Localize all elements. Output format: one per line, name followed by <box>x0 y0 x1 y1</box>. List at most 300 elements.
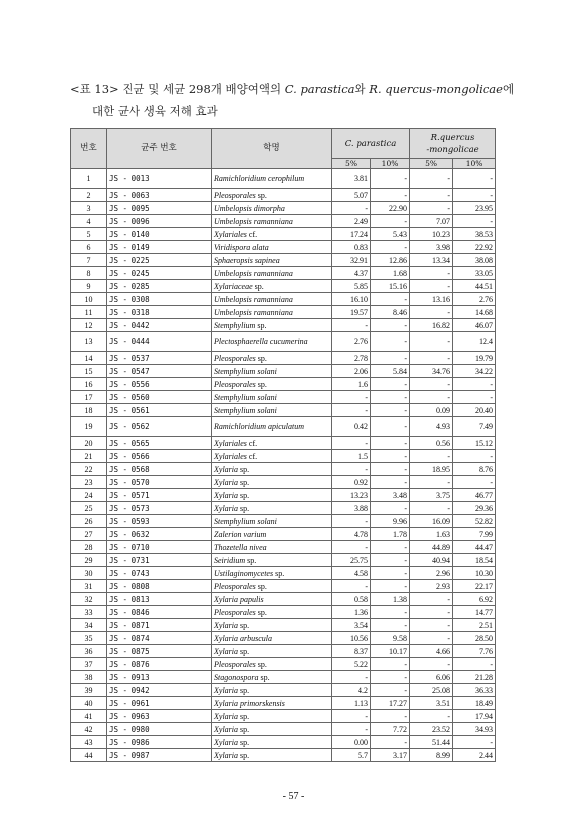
table-row <box>71 378 496 391</box>
strain-id: JS - 0632 <box>107 528 212 541</box>
scientific-name <box>212 515 332 528</box>
rq-5-value: 25.08 <box>410 684 453 697</box>
epithet: sp. <box>240 711 250 721</box>
rq-5-value: - <box>410 391 453 404</box>
rq-10-value: 22.92 <box>453 241 496 254</box>
cp-10-value: - <box>371 169 410 189</box>
row-number: 26 <box>71 515 107 528</box>
table-row <box>71 352 496 365</box>
table-row <box>71 293 496 306</box>
strain-id: JS - 0573 <box>107 502 212 515</box>
rq-10-value: 10.30 <box>453 567 496 580</box>
genus-species: Zalerion varium <box>214 529 267 539</box>
rq-10-value: 19.79 <box>453 352 496 365</box>
cp-10-value: - <box>371 567 410 580</box>
cp-5-value: 1.5 <box>332 450 371 463</box>
strain-id: JS - 0537 <box>107 352 212 365</box>
rq-10-value: 29.36 <box>453 502 496 515</box>
scientific-name <box>212 502 332 515</box>
row-number: 43 <box>71 736 107 749</box>
genus-species: Xylaria <box>214 477 238 487</box>
rq-10-value: 44.47 <box>453 541 496 554</box>
genus-species: Stemphylium solani <box>214 366 277 376</box>
genus-species: Ustilaginomycetes <box>214 568 274 578</box>
cp-5-value: - <box>332 710 371 723</box>
scientific-name <box>212 352 332 365</box>
scientific-name <box>212 697 332 710</box>
scientific-name <box>212 215 332 228</box>
rq-10-value: - <box>453 378 496 391</box>
cp-5-value: 5.07 <box>332 189 371 202</box>
rq-5-value: 16.09 <box>410 515 453 528</box>
cp-10-value: - <box>371 391 410 404</box>
rq-10-value: 7.76 <box>453 645 496 658</box>
rq-5-value: 44.89 <box>410 541 453 554</box>
scientific-name <box>212 202 332 215</box>
row-number: 24 <box>71 489 107 502</box>
table-row <box>71 710 496 723</box>
cp-5-value: 2.78 <box>332 352 371 365</box>
row-number: 12 <box>71 319 107 332</box>
cp-10-value: 3.48 <box>371 489 410 502</box>
table-row <box>71 463 496 476</box>
header-r-quercus-line2: -mongolicae <box>426 144 479 155</box>
genus-species: Xylaria <box>214 490 238 500</box>
genus-species: Pleosporales <box>214 607 256 617</box>
rq-10-value: 44.51 <box>453 280 496 293</box>
cp-10-value: - <box>371 215 410 228</box>
rq-10-value: 6.92 <box>453 593 496 606</box>
cp-10-value: 9.96 <box>371 515 410 528</box>
epithet: sp. <box>257 659 267 669</box>
row-number: 35 <box>71 632 107 645</box>
scientific-name <box>212 580 332 593</box>
cp-5-value: 25.75 <box>332 554 371 567</box>
rq-5-value: - <box>410 280 453 293</box>
epithet: sp. <box>260 672 270 682</box>
rq-10-value: 46.77 <box>453 489 496 502</box>
cp-5-value: 13.23 <box>332 489 371 502</box>
rq-5-value: - <box>410 189 453 202</box>
scientific-name <box>212 671 332 684</box>
strain-id: JS - 0149 <box>107 241 212 254</box>
cp-5-value: - <box>332 723 371 736</box>
strain-id: JS - 0013 <box>107 169 212 189</box>
epithet: cf. <box>248 438 258 448</box>
scientific-name <box>212 437 332 450</box>
row-number: 7 <box>71 254 107 267</box>
cp-10-value: - <box>371 684 410 697</box>
table-row <box>71 515 496 528</box>
row-number: 22 <box>71 463 107 476</box>
header-no: 번호 <box>71 129 107 169</box>
genus-species: Stemphylium solani <box>214 405 277 415</box>
rq-10-value: 15.12 <box>453 437 496 450</box>
genus-species: Umbelopsis ramanniana <box>214 307 293 317</box>
genus-species: Xylariaceae <box>214 281 253 291</box>
cp-10-value: 7.72 <box>371 723 410 736</box>
scientific-name <box>212 391 332 404</box>
strain-id: JS - 0095 <box>107 202 212 215</box>
row-number: 29 <box>71 554 107 567</box>
rq-5-value: 2.93 <box>410 580 453 593</box>
table-row <box>71 632 496 645</box>
cp-5-value: - <box>332 515 371 528</box>
row-number: 17 <box>71 391 107 404</box>
strain-id: JS - 0987 <box>107 749 212 762</box>
epithet: sp. <box>240 477 250 487</box>
table-row <box>71 202 496 215</box>
strain-id: JS - 0225 <box>107 254 212 267</box>
cp-10-value: 1.78 <box>371 528 410 541</box>
rq-5-value: 16.82 <box>410 319 453 332</box>
row-number: 39 <box>71 684 107 697</box>
strain-id: JS - 0731 <box>107 554 212 567</box>
cp-10-value: - <box>371 606 410 619</box>
cp-10-value: - <box>371 736 410 749</box>
scientific-name <box>212 723 332 736</box>
strain-id: JS - 0063 <box>107 189 212 202</box>
cp-5-value: 10.56 <box>332 632 371 645</box>
header-rq-10: 10% <box>453 159 496 169</box>
table-row <box>71 365 496 378</box>
rq-10-value: 2.44 <box>453 749 496 762</box>
table-body <box>71 169 496 762</box>
epithet: sp. <box>257 353 267 363</box>
rq-5-value: - <box>410 332 453 352</box>
cp-5-value: 3.54 <box>332 619 371 632</box>
rq-5-value: 8.99 <box>410 749 453 762</box>
strain-id: JS - 0961 <box>107 697 212 710</box>
rq-10-value: 20.40 <box>453 404 496 417</box>
cp-5-value: 4.78 <box>332 528 371 541</box>
strain-id: JS - 0568 <box>107 463 212 476</box>
cp-5-value: 19.57 <box>332 306 371 319</box>
rq-10-value: 14.77 <box>453 606 496 619</box>
rq-10-value: 8.76 <box>453 463 496 476</box>
rq-10-value: 22.17 <box>453 580 496 593</box>
rq-10-value: 21.28 <box>453 671 496 684</box>
genus-species: Stemphylium <box>214 320 256 330</box>
genus-species: Xylaria <box>214 724 238 734</box>
genus-species: Stemphylium solani <box>214 516 277 526</box>
strain-id: JS - 0743 <box>107 567 212 580</box>
scientific-name <box>212 228 332 241</box>
rq-10-value: 38.53 <box>453 228 496 241</box>
header-r-quercus-line1: R.quercus <box>430 132 475 143</box>
rq-5-value: - <box>410 306 453 319</box>
scientific-name <box>212 241 332 254</box>
row-number: 30 <box>71 567 107 580</box>
genus-species: Xylariales <box>214 451 247 461</box>
rq-5-value: - <box>410 619 453 632</box>
cp-10-value: - <box>371 241 410 254</box>
row-number: 15 <box>71 365 107 378</box>
row-number: 3 <box>71 202 107 215</box>
row-number: 10 <box>71 293 107 306</box>
scientific-name <box>212 463 332 476</box>
genus-species: Xylaria <box>214 685 238 695</box>
rq-5-value: - <box>410 606 453 619</box>
rq-10-value: 7.99 <box>453 528 496 541</box>
strain-id: JS - 0442 <box>107 319 212 332</box>
strain-id: JS - 0710 <box>107 541 212 554</box>
table-row <box>71 280 496 293</box>
genus-species: Thozetella nivea <box>214 542 267 552</box>
scientific-name <box>212 736 332 749</box>
strain-id: JS - 0875 <box>107 645 212 658</box>
strain-id: JS - 0565 <box>107 437 212 450</box>
cp-10-value: - <box>371 502 410 515</box>
header-c-parastica: C. parastica <box>332 129 410 159</box>
scientific-name <box>212 378 332 391</box>
table-row <box>71 404 496 417</box>
scientific-name <box>212 293 332 306</box>
strain-id: JS - 0874 <box>107 632 212 645</box>
rq-10-value: - <box>453 189 496 202</box>
cp-10-value: - <box>371 619 410 632</box>
cp-10-value: - <box>371 541 410 554</box>
scientific-name <box>212 280 332 293</box>
rq-5-value: 3.75 <box>410 489 453 502</box>
cp-5-value: 2.06 <box>332 365 371 378</box>
strain-id: JS - 0562 <box>107 417 212 437</box>
table-row <box>71 606 496 619</box>
row-number: 36 <box>71 645 107 658</box>
cp-10-value: 15.16 <box>371 280 410 293</box>
table-row <box>71 502 496 515</box>
rq-10-value: 46.07 <box>453 319 496 332</box>
epithet: sp. <box>240 724 250 734</box>
table-row <box>71 749 496 762</box>
rq-10-value: 14.68 <box>453 306 496 319</box>
strain-id: JS - 0571 <box>107 489 212 502</box>
table-row <box>71 580 496 593</box>
genus-species: Ramichloridium apiculatum <box>214 421 304 431</box>
strain-id: JS - 0560 <box>107 391 212 404</box>
table-row <box>71 319 496 332</box>
cp-10-value: - <box>371 554 410 567</box>
table-row <box>71 215 496 228</box>
table-row <box>71 528 496 541</box>
cp-10-value: 1.38 <box>371 593 410 606</box>
scientific-name <box>212 684 332 697</box>
rq-5-value: 13.16 <box>410 293 453 306</box>
rq-5-value: 0.56 <box>410 437 453 450</box>
rq-5-value: 6.06 <box>410 671 453 684</box>
cp-5-value: - <box>332 202 371 215</box>
row-number: 41 <box>71 710 107 723</box>
table-row <box>71 645 496 658</box>
table-row <box>71 476 496 489</box>
cp-5-value: 2.49 <box>332 215 371 228</box>
genus-species: Ramichloridium cerophilum <box>214 173 305 183</box>
strain-id: JS - 0570 <box>107 476 212 489</box>
cp-5-value: 1.36 <box>332 606 371 619</box>
epithet: sp. <box>254 281 264 291</box>
rq-10-value: - <box>453 391 496 404</box>
table-row <box>71 593 496 606</box>
caption-text-3: 에 <box>502 82 515 96</box>
scientific-name <box>212 267 332 280</box>
cp-5-value: 16.10 <box>332 293 371 306</box>
row-number: 13 <box>71 332 107 352</box>
strain-id: JS - 0566 <box>107 450 212 463</box>
rq-10-value: 28.50 <box>453 632 496 645</box>
genus-species: Xylaria <box>214 750 238 760</box>
row-number: 32 <box>71 593 107 606</box>
strain-id: JS - 0942 <box>107 684 212 697</box>
epithet: sp. <box>240 685 250 695</box>
strain-id: JS - 0980 <box>107 723 212 736</box>
cp-5-value: 0.00 <box>332 736 371 749</box>
rq-10-value: 38.08 <box>453 254 496 267</box>
scientific-name <box>212 606 332 619</box>
strain-id: JS - 0808 <box>107 580 212 593</box>
rq-10-value: 18.49 <box>453 697 496 710</box>
rq-5-value: 3.98 <box>410 241 453 254</box>
rq-5-value: 2.96 <box>410 567 453 580</box>
strain-id: JS - 0096 <box>107 215 212 228</box>
table-row <box>71 567 496 580</box>
cp-10-value: - <box>371 319 410 332</box>
cp-10-value: - <box>371 450 410 463</box>
genus-species: Xylaria arbuscula <box>214 633 272 643</box>
row-number: 42 <box>71 723 107 736</box>
rq-10-value: - <box>453 736 496 749</box>
table-row <box>71 228 496 241</box>
scientific-name <box>212 541 332 554</box>
genus-species: Pleosporales <box>214 353 256 363</box>
table-row <box>71 450 496 463</box>
scientific-name <box>212 489 332 502</box>
scientific-name <box>212 593 332 606</box>
epithet: sp. <box>240 646 250 656</box>
row-number: 8 <box>71 267 107 280</box>
row-number: 25 <box>71 502 107 515</box>
row-number: 20 <box>71 437 107 450</box>
epithet: sp. <box>240 490 250 500</box>
caption-text-1: <표 13> 진균 및 세균 298개 배양여액의 <box>70 82 285 96</box>
cp-10-value: 5.84 <box>371 365 410 378</box>
cp-5-value: 32.91 <box>332 254 371 267</box>
cp-5-value: 17.24 <box>332 228 371 241</box>
table-row <box>71 391 496 404</box>
rq-10-value: 36.33 <box>453 684 496 697</box>
scientific-name <box>212 567 332 580</box>
table-row <box>71 332 496 352</box>
table-caption <box>70 78 540 122</box>
rq-5-value: - <box>410 658 453 671</box>
row-number: 44 <box>71 749 107 762</box>
genus-species: Xylaria <box>214 711 238 721</box>
rq-5-value: - <box>410 169 453 189</box>
scientific-name <box>212 632 332 645</box>
cp-10-value: 8.46 <box>371 306 410 319</box>
table-row <box>71 306 496 319</box>
strain-id: JS - 0556 <box>107 378 212 391</box>
row-number: 21 <box>71 450 107 463</box>
cp-5-value: - <box>332 671 371 684</box>
cp-5-value: - <box>332 541 371 554</box>
genus-species: Xylaria primorskensis <box>214 698 285 708</box>
rq-5-value: - <box>410 378 453 391</box>
cp-10-value: - <box>371 189 410 202</box>
row-number: 31 <box>71 580 107 593</box>
genus-species: Pleosporales <box>214 190 256 200</box>
epithet: sp. <box>240 737 250 747</box>
cp-5-value: - <box>332 404 371 417</box>
strain-id: JS - 0913 <box>107 671 212 684</box>
cp-5-value: 3.81 <box>332 169 371 189</box>
strain-id: JS - 0846 <box>107 606 212 619</box>
rq-10-value: 2.76 <box>453 293 496 306</box>
row-number: 27 <box>71 528 107 541</box>
epithet: sp. <box>257 320 267 330</box>
scientific-name <box>212 710 332 723</box>
cp-10-value: 1.68 <box>371 267 410 280</box>
row-number: 4 <box>71 215 107 228</box>
row-number: 11 <box>71 306 107 319</box>
scientific-name <box>212 619 332 632</box>
row-number: 34 <box>71 619 107 632</box>
cp-10-value: - <box>371 352 410 365</box>
table-row <box>71 417 496 437</box>
scientific-name <box>212 554 332 567</box>
table-row <box>71 254 496 267</box>
cp-5-value: 4.2 <box>332 684 371 697</box>
cp-10-value: 17.27 <box>371 697 410 710</box>
rq-5-value: 40.94 <box>410 554 453 567</box>
rq-5-value: 13.34 <box>410 254 453 267</box>
scientific-name <box>212 365 332 378</box>
row-number: 28 <box>71 541 107 554</box>
strain-id: JS - 0871 <box>107 619 212 632</box>
table-row <box>71 684 496 697</box>
table-row <box>71 189 496 202</box>
strain-id: JS - 0547 <box>107 365 212 378</box>
genus-species: Xylaria papulis <box>214 594 264 604</box>
genus-species: Xylaria <box>214 620 238 630</box>
rq-5-value: 0.09 <box>410 404 453 417</box>
row-number: 1 <box>71 169 107 189</box>
row-number: 16 <box>71 378 107 391</box>
rq-10-value: - <box>453 450 496 463</box>
scientific-name <box>212 476 332 489</box>
strain-id: JS - 0986 <box>107 736 212 749</box>
scientific-name <box>212 645 332 658</box>
cp-5-value: - <box>332 391 371 404</box>
rq-5-value: 4.66 <box>410 645 453 658</box>
cp-10-value: - <box>371 293 410 306</box>
genus-species: Viridispora alata <box>214 242 269 252</box>
epithet: sp. <box>247 555 257 565</box>
scientific-name <box>212 254 332 267</box>
cp-5-value: 5.7 <box>332 749 371 762</box>
cp-5-value: 0.92 <box>332 476 371 489</box>
epithet: cf. <box>248 451 258 461</box>
genus-species: Xylaria <box>214 646 238 656</box>
cp-5-value: 0.83 <box>332 241 371 254</box>
row-number: 37 <box>71 658 107 671</box>
cp-5-value: 1.6 <box>332 378 371 391</box>
cp-5-value: - <box>332 437 371 450</box>
cp-10-value: - <box>371 710 410 723</box>
cp-5-value: 2.76 <box>332 332 371 352</box>
caption-species-2: R. quercus-mongolicae <box>369 82 503 96</box>
cp-5-value: 8.37 <box>332 645 371 658</box>
table-row <box>71 671 496 684</box>
